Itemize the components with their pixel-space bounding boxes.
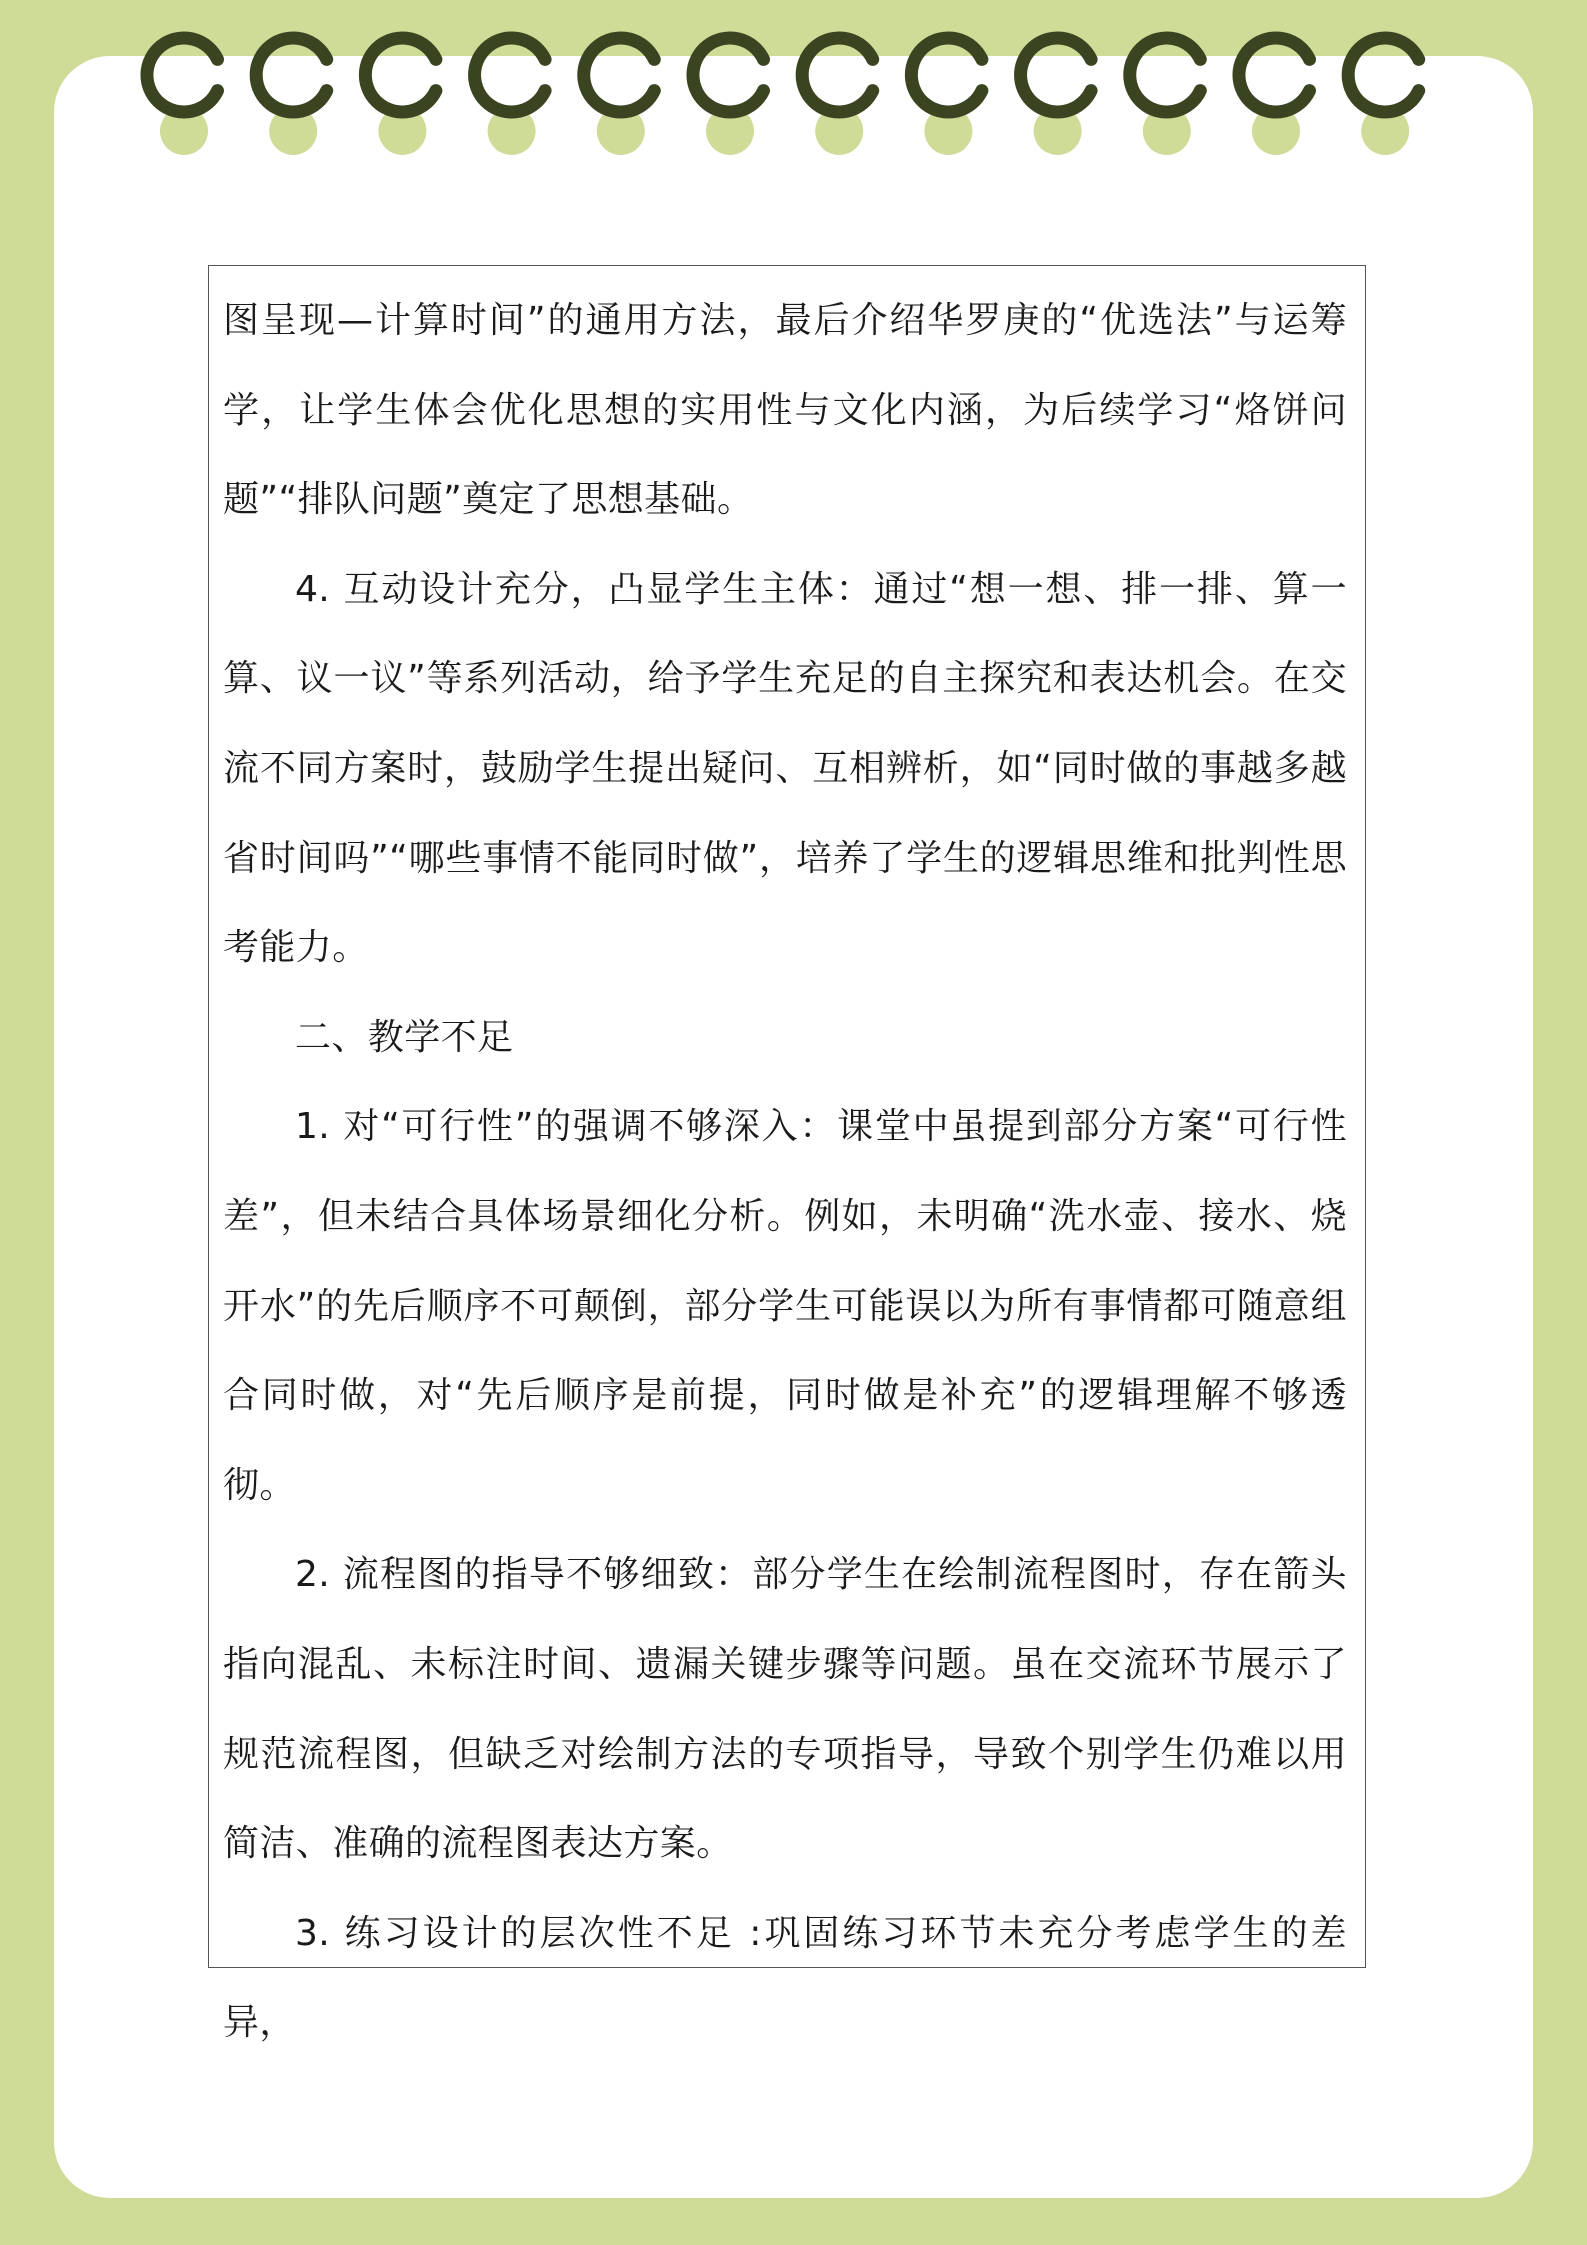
text-frame: [208, 265, 1366, 2044]
section-heading-shortcomings: 二、教学不足: [295, 1016, 514, 1058]
paragraph-continuation: 图呈现—计算时间”的通用方法，最后介绍华罗庚的“优选法”与运筹学，让学生体会优化思想的实用性与文化内涵，为后续学习“烙饼问题”“排队问题”奠定了思想基础。: [223, 300, 1347, 521]
paragraph-shortcoming-1: 1. 对“可行性”的强调不够深入：课堂中虽提到部分方案“可行性差”，但未结合具体场景细化分析。例如，未明确“洗水壶、接水、烧开水”的先后顺序不可颠倒，部分学生可能误以为所有事情都可随意组合同时做，对“先后顺序是前提，同时做是补充”的逻辑理解不够透彻。: [223, 1106, 1347, 1506]
paragraph-point-4: 4. 互动设计充分，凸显学生主体：通过“想一想、排一排、算一算、议一议”等系列活动，给予学生充足的自主探究和表达机会。在交流不同方案时，鼓励学生提出疑问、互相辨析，如“同时做的事越多越省时间吗”“哪些事情不能同时做”，培养了学生的逻辑思维和批判性思考能力。: [223, 568, 1347, 969]
paragraph-shortcoming-3: 3. 练习设计的层次性不足 :巩固练习环节未充分考虑学生的差异，: [223, 1912, 1347, 2044]
paragraph-shortcoming-2: 2. 流程图的指导不够细致：部分学生在绘制流程图时，存在箭头指向混乱、未标注时间、遗漏关键步骤等问题。虽在交流环节展示了规范流程图，但缺乏对绘制方法的专项指导，导致个别学生仍难以用简洁、准确的流程图表达方案。: [223, 1554, 1347, 1865]
